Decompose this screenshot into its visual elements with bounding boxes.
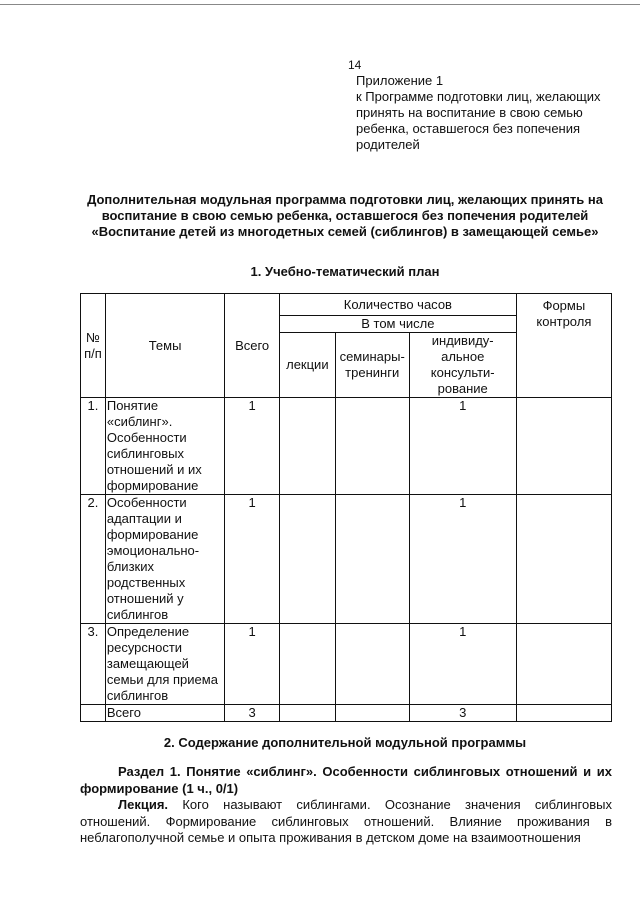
row-lectures: [279, 495, 335, 624]
row-num: 2.: [81, 495, 106, 624]
total-row-seminars: [335, 705, 409, 722]
total-row-label: Всего: [105, 705, 224, 722]
row-seminars: [335, 398, 409, 495]
top-rule: [0, 4, 640, 5]
appendix-note: [356, 73, 616, 153]
total-row-num: [81, 705, 106, 722]
title-line: «Воспитание детей из многодетных семей (сиблингов) в замещающей семье»: [91, 224, 599, 239]
appendix-line: ребенка, оставшегося без попечения: [356, 121, 581, 136]
row-total: 1: [225, 398, 280, 495]
lecture-paragraph: [80, 797, 612, 847]
header-including: В том числе: [279, 316, 516, 333]
total-row-total: 3: [225, 705, 280, 722]
row-individual: 1: [409, 495, 516, 624]
header-total: Всего: [225, 294, 280, 398]
table-row: [81, 398, 612, 495]
row-topic: Определение ресурсности замещающей семьи для приема сиблингов: [105, 624, 224, 705]
row-total: 1: [225, 624, 280, 705]
row-individual: 1: [409, 398, 516, 495]
row-control: [516, 624, 611, 705]
row-individual: 1: [409, 624, 516, 705]
document-title: [60, 192, 630, 240]
title-line: Дополнительная модульная программа подготовки лиц, желающих принять на: [87, 192, 603, 207]
lecture-text: Кого называют сиблингами. Осознание значения сиблинговых отношений. Формирование сиблинговых отношений. Влияние проживания в неблагополучной семье и опыта проживания в детском доме на взаимоотношения: [80, 797, 612, 845]
header-num: № п/п: [81, 294, 106, 398]
total-row-control: [516, 705, 611, 722]
header-lectures: лекции: [279, 333, 335, 398]
lecture-label: Лекция.: [118, 797, 169, 812]
row-lectures: [279, 398, 335, 495]
row-topic: Понятие «сиблинг». Особенности сиблинговых отношений и их формирование: [105, 398, 224, 495]
appendix-line: принять на воспитание в свою семью: [356, 105, 583, 120]
header-control: Формы контроля: [516, 294, 611, 398]
curriculum-table: [80, 293, 612, 722]
total-row-individual: 3: [409, 705, 516, 722]
table-row: [81, 624, 612, 705]
row-seminars: [335, 624, 409, 705]
row-topic: Особенности адаптации и формирование эмоционально-близких родственных отношений у сиблингов: [105, 495, 224, 624]
row-lectures: [279, 624, 335, 705]
header-hours: Количество часов: [279, 294, 516, 316]
table-row: [81, 495, 612, 624]
title-line: воспитание в свою семью ребенка, оставшегося без попечения родителей: [101, 208, 589, 223]
appendix-line: к Программе подготовки лиц, желающих: [356, 89, 601, 104]
section2-title: 2. Содержание дополнительной модульной программы: [163, 735, 527, 750]
row-control: [516, 398, 611, 495]
section-heading: Раздел 1. Понятие «сиблинг». Особенности сиблинговых отношений и их формирование (1 ч., 0/1): [80, 764, 612, 796]
row-seminars: [335, 495, 409, 624]
section2-body: [80, 764, 612, 847]
total-row-lectures: [279, 705, 335, 722]
appendix-line: Приложение 1: [356, 73, 444, 88]
page-number: 14: [348, 58, 362, 72]
row-num: 3.: [81, 624, 106, 705]
header-individual: индивиду-альное консульти-рование: [409, 333, 516, 398]
row-num: 1.: [81, 398, 106, 495]
row-control: [516, 495, 611, 624]
table-total-row: [81, 705, 612, 722]
row-total: 1: [225, 495, 280, 624]
header-seminars: семинары-тренинги: [335, 333, 409, 398]
header-topics: Темы: [105, 294, 224, 398]
appendix-line: родителей: [356, 137, 420, 152]
section1-title: 1. Учебно-тематический план: [250, 264, 440, 279]
